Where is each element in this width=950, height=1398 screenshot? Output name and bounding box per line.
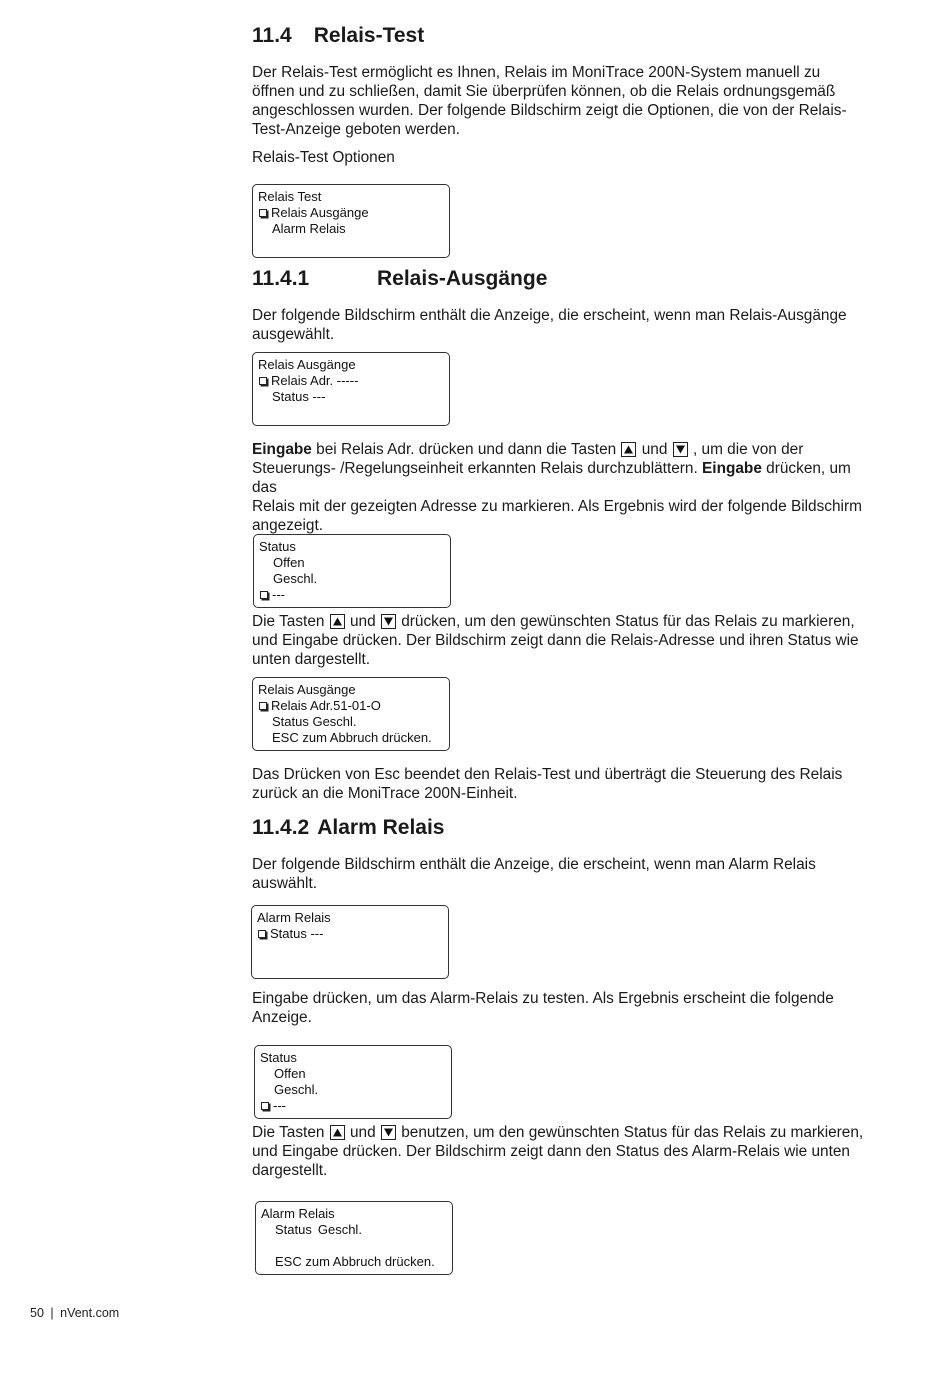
screen-option-relais-ausgaenge: Relais Ausgänge [258, 205, 444, 221]
text-line: Der folgende Bildschirm enthält die Anzeige, die erscheint, wenn man Alarm Relais [252, 856, 816, 873]
screen-title: Alarm Relais [261, 1206, 335, 1221]
screen-field-relais-adr: Relais Adr.51-01-O [258, 698, 444, 714]
screen-field-status: Status Geschl. [275, 1222, 362, 1237]
section-title: Alarm Relais [317, 816, 445, 839]
alarm-relais-result-screen [255, 1201, 453, 1275]
checkbox-icon [259, 209, 267, 217]
up-arrow-key-icon [330, 614, 345, 629]
screen-option-empty: --- [259, 587, 445, 603]
esc-paragraph [252, 765, 877, 803]
section-number: 11.4 [252, 24, 292, 47]
section-heading-11-4 [252, 24, 424, 48]
screen-field-status: Status --- [257, 926, 443, 942]
screen-esc-hint: ESC zum Abbruch drücken. [275, 1254, 435, 1269]
down-arrow-key-icon [381, 614, 396, 629]
relais-ausgaenge-result-screen [252, 677, 450, 751]
screen-field-status: Status --- [272, 389, 326, 404]
text-line: zurück an die MoniTrace 200N-Einheit. [252, 785, 518, 802]
footer-separator: | [50, 1306, 54, 1320]
relais-test-screen [252, 184, 450, 258]
status-select-paragraph [252, 612, 877, 669]
relais-ausgaenge-paragraph [252, 306, 877, 344]
screen-field-status: Status Geschl. [272, 714, 357, 729]
text-line: Das Drücken von Esc beendet den Relais-Test und überträgt die Steuerung des Relais [252, 766, 843, 783]
screen-option-geschl: Geschl. [273, 571, 318, 586]
alarm-relais-paragraph [252, 855, 877, 893]
text-line: Die Tasten und drücken, um den gewünschten Status für das Relais zu markieren, [252, 613, 855, 630]
options-caption: Relais-Test Optionen [252, 149, 395, 166]
section-title: Relais-Test [313, 24, 425, 47]
screen-title: Status [260, 1050, 297, 1065]
up-arrow-key-icon [621, 442, 636, 457]
section-heading-11-4-1 [252, 267, 548, 291]
text-line: Anzeige. [252, 1009, 312, 1026]
screen-title: Relais Test [258, 189, 322, 204]
text-line: Steuerungs- /Regelungseinheit erkannten Relais durchzublättern. Eingabe drücken, um das [252, 460, 851, 496]
alarm-test-paragraph [252, 989, 877, 1027]
text-line: und Eingabe drücken. Der Bildschirm zeigt dann die Relais-Adresse und ihren Status wie [252, 632, 859, 649]
text-line: Der Relais-Test ermöglicht es Ihnen, Relais im MoniTrace 200N-System manuell zu [252, 64, 821, 81]
text-line: Relais mit der gezeigten Adresse zu markieren. Als Ergebnis wird der folgende Bildschirm [252, 498, 862, 515]
section-number: 11.4.2 [252, 816, 310, 839]
checkbox-icon [258, 930, 266, 938]
screen-option-geschl: Geschl. [274, 1082, 319, 1097]
alarm-status-screen [254, 1045, 452, 1119]
screen-title: Alarm Relais [257, 910, 331, 925]
checkbox-icon [260, 591, 268, 599]
screen-option-empty: --- [260, 1098, 446, 1114]
text-line: Eingabe drücken, um das Alarm-Relais zu testen. Als Ergebnis erscheint die folgende [252, 990, 834, 1007]
text-line: dargestellt. [252, 1162, 328, 1179]
alarm-status-select-paragraph [252, 1123, 877, 1180]
screen-title: Status [259, 539, 296, 554]
screen-blank-line [261, 1238, 447, 1254]
screen-title: Relais Ausgänge [258, 357, 356, 372]
down-arrow-key-icon [381, 1125, 396, 1140]
text-line: Eingabe bei Relais Adr. drücken und dann die Tasten und , um die von der [252, 441, 804, 458]
screen-option-offen: Offen [273, 555, 305, 570]
screen-field-relais-adr: Relais Adr. ----- [258, 373, 444, 389]
text-line: auswählt. [252, 875, 318, 892]
alarm-relais-screen [251, 905, 449, 979]
intro-paragraph [252, 63, 877, 139]
section-title: Relais-Ausgänge [377, 267, 548, 290]
checkbox-icon [259, 377, 267, 385]
text-line: angezeigt. [252, 517, 324, 534]
screen-title: Relais Ausgänge [258, 682, 356, 697]
status-screen [253, 534, 451, 608]
screen-option-offen: Offen [274, 1066, 306, 1081]
screen-option-alarm-relais: Alarm Relais [272, 221, 346, 236]
text-line: Test-Anzeige geboten werden. [252, 121, 460, 138]
section-number: 11.4.1 [252, 267, 310, 290]
text-line: Der folgende Bildschirm enthält die Anzeige, die erscheint, wenn man Relais-Ausgänge [252, 307, 847, 324]
eingabe-paragraph [252, 440, 877, 535]
relais-ausgaenge-screen [252, 352, 450, 426]
text-line: Die Tasten und benutzen, um den gewünschten Status für das Relais zu markieren, [252, 1124, 864, 1141]
section-heading-11-4-2 [252, 816, 444, 840]
checkbox-icon [261, 1102, 269, 1110]
text-line: und Eingabe drücken. Der Bildschirm zeigt dann den Status des Alarm-Relais wie unten [252, 1143, 850, 1160]
screen-esc-hint: ESC zum Abbruch drücken. [272, 730, 432, 745]
text-line: unten dargestellt. [252, 651, 371, 668]
text-line: öffnen und zu schließen, damit Sie überprüfen können, ob die Relais ordnungsgemäß [252, 83, 836, 100]
text-line: ausgewählt. [252, 326, 335, 343]
text-line: angeschlossen wurden. Der folgende Bildschirm zeigt die Optionen, die von der Relais- [252, 102, 847, 119]
up-arrow-key-icon [330, 1125, 345, 1140]
page-number: 50 [30, 1306, 44, 1320]
footer-site: nVent.com [60, 1306, 120, 1320]
page-footer [30, 1306, 119, 1320]
checkbox-icon [259, 702, 267, 710]
down-arrow-key-icon [673, 442, 688, 457]
